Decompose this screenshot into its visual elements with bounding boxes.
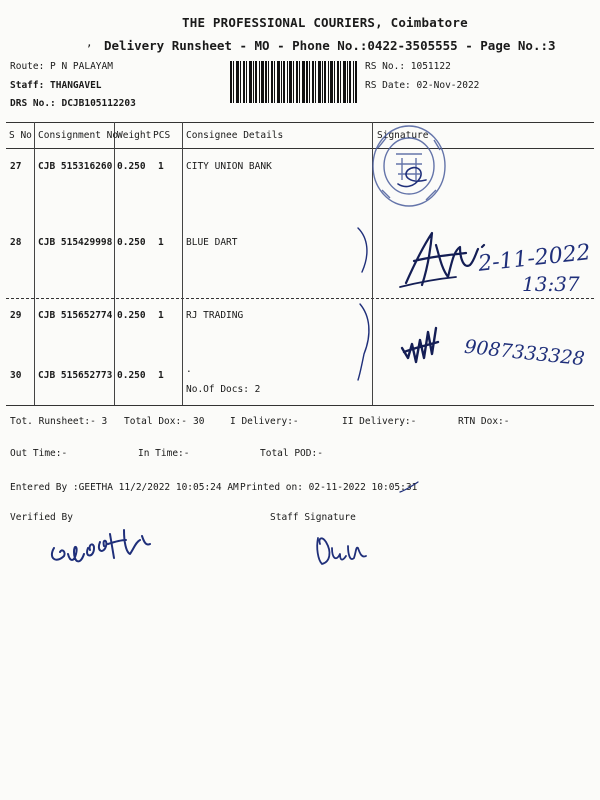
handwritten-time: 13:37: [522, 272, 580, 296]
company-title: THE PROFESSIONAL COURIERS, Coimbatore: [182, 15, 468, 30]
col-divider: [34, 122, 35, 405]
row-sno: 30: [10, 370, 22, 381]
rs-number: RS No.: 1051122: [365, 61, 451, 72]
col-header-pcs: PCS: [153, 130, 171, 141]
col-divider: [114, 122, 115, 405]
i-delivery: I Delivery:-: [230, 416, 299, 427]
scribbled-signature: [398, 318, 448, 368]
table-header-rule: [6, 148, 594, 149]
drs-number: DRS No.: DCJB105112203: [10, 98, 136, 109]
row-sno: 27: [10, 161, 22, 172]
row-divider: [6, 298, 594, 299]
row-consignee: CITY UNION BANK: [186, 161, 272, 172]
col-header-sno: S No: [9, 130, 32, 141]
row-sno: 29: [10, 310, 22, 321]
col-divider: [182, 122, 183, 405]
row-weight: 0.250: [117, 370, 146, 381]
row-pcs: 1: [158, 310, 164, 321]
row-weight: 0.250: [117, 161, 146, 172]
row-consignee: BLUE DART: [186, 237, 238, 248]
entered-by: Entered By :GEETHA 11/2/2022 10:05:24 AM: [10, 482, 239, 493]
in-time: In Time:-: [138, 448, 190, 459]
stray-mark: ,: [86, 36, 93, 49]
row-consignee: RJ TRADING: [186, 310, 244, 321]
col-header-signature: Signature: [377, 130, 429, 141]
row-sno: 28: [10, 237, 22, 248]
rs-date: RS Date: 02-Nov-2022: [365, 80, 480, 91]
col-header-consignee: Consignee Details: [186, 130, 284, 141]
staff-label: Staff: THANGAVEL: [10, 80, 102, 91]
verified-by-label: Verified By: [10, 512, 73, 523]
col-header-consignment: Consignment No: [38, 130, 119, 141]
handwritten-phone: 9087333328: [463, 335, 586, 371]
row-consignment: CJB 515429998: [38, 237, 113, 248]
out-time: Out Time:-: [10, 448, 68, 459]
row-consignment: CJB 515652774: [38, 310, 113, 321]
ii-delivery: II Delivery:-: [342, 416, 417, 427]
verifier-signature: [44, 518, 156, 570]
row-consignee: .: [186, 364, 192, 375]
total-dox-value: 30: [193, 416, 205, 427]
runsheet-subtitle: Delivery Runsheet - MO - Phone No.:0422-3505555 - Page No.:3: [104, 38, 556, 53]
printed-on: Printed on: 02-11-2022 10:05:31: [240, 482, 418, 493]
row-weight: 0.250: [117, 237, 146, 248]
rtn-dox: RTN Dox:-: [458, 416, 510, 427]
pen-mark: [398, 480, 420, 496]
company-stamp: [368, 118, 450, 210]
row-weight: 0.250: [117, 310, 146, 321]
col-header-weight: Weight: [117, 130, 152, 141]
no-of-docs: No.Of Docs: 2: [186, 384, 261, 395]
route-label: Route: P N PALAYAM: [10, 61, 113, 72]
staff-signature: [310, 528, 374, 570]
row-pcs: 1: [158, 237, 164, 248]
handwritten-date: 2-11-2022: [477, 240, 592, 277]
barcode: [230, 61, 357, 103]
total-dox-label: Total Dox:-: [124, 416, 187, 427]
row-consignment: CJB 515316260: [38, 161, 113, 172]
total-pod: Total POD:-: [260, 448, 323, 459]
table-top-rule: [6, 122, 594, 123]
staff-signature-label: Staff Signature: [270, 512, 356, 523]
table-bottom-rule: [6, 405, 594, 406]
row-pcs: 1: [158, 161, 164, 172]
tot-runsheet: Tot. Runsheet:- 3: [10, 416, 108, 427]
margin-scribble: [352, 224, 376, 384]
row-pcs: 1: [158, 370, 164, 381]
row-consignment: CJB 515652773: [38, 370, 113, 381]
